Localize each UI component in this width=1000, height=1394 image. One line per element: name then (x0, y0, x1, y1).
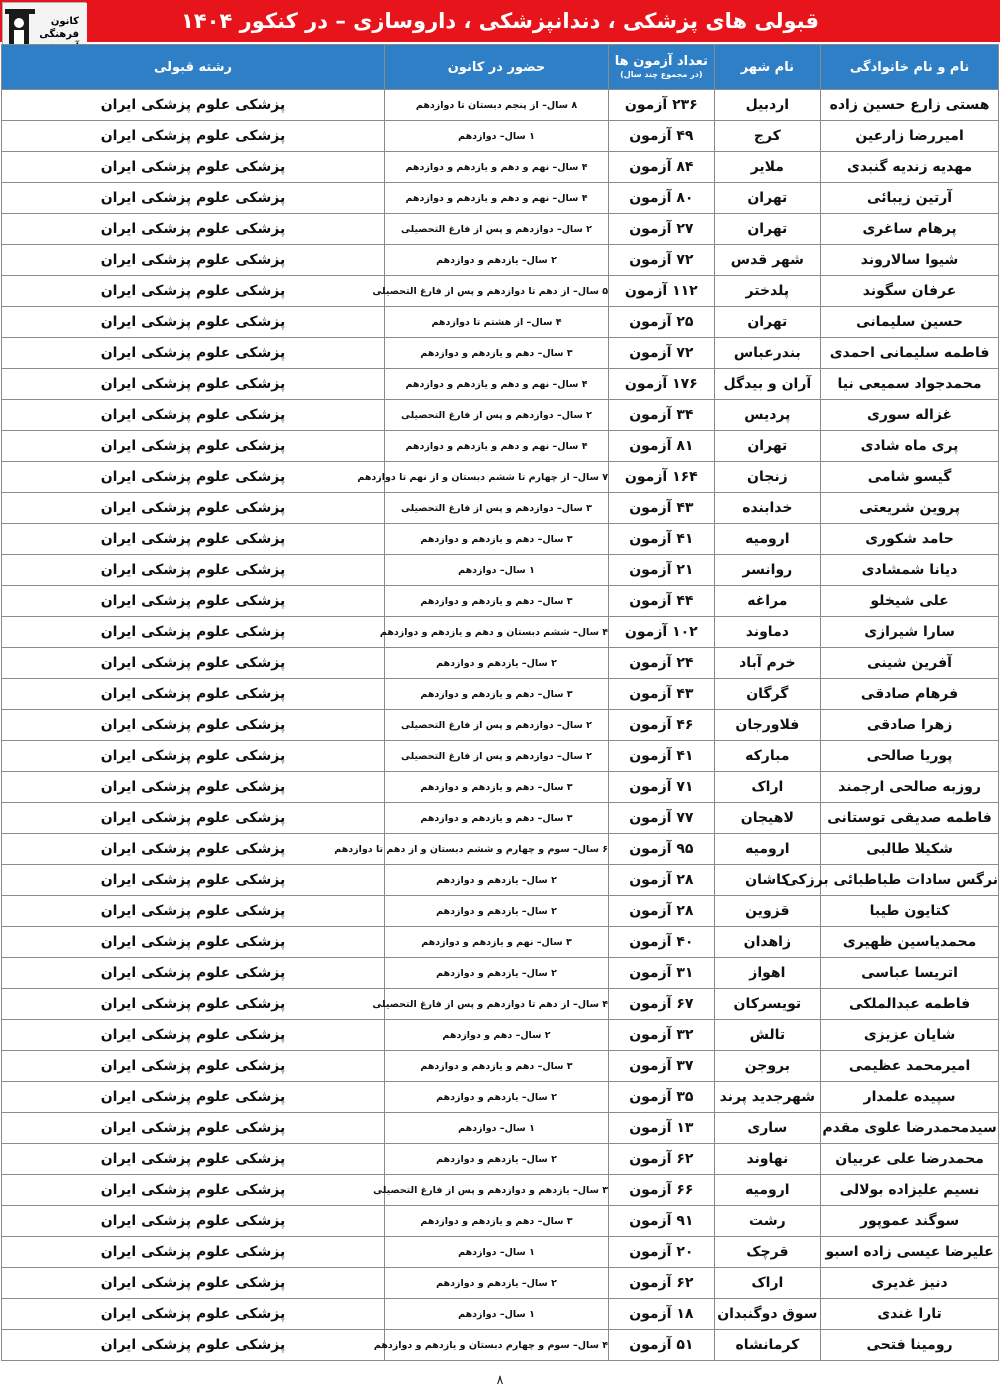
cell-field: پزشکی علوم پزشکی ایران (2, 1113, 385, 1144)
table-row (2, 710, 999, 741)
table-row (2, 555, 999, 586)
cell-city: آران و بیدگل (714, 369, 821, 400)
table-row (2, 524, 999, 555)
cell-name: فاطمه صدیقی توستانی (821, 803, 999, 834)
cell-city: بروجن (714, 1051, 821, 1082)
cell-name: رومینا فتحی (821, 1330, 999, 1361)
cell-attendance: ۸ سال– از پنجم دبستان تا دوازدهم (384, 90, 608, 121)
column-header-count-note: (در مجموع چند سال) (620, 70, 703, 79)
cell-field: پزشکی علوم پزشکی ایران (2, 152, 385, 183)
cell-attendance: ۴ سال– از دهم تا دوازدهم و پس از فارغ التحصیلی (384, 989, 608, 1020)
cell-attendance: ۴ سال– نهم و دهم و یازدهم و دوازدهم (384, 152, 608, 183)
table-row (2, 1051, 999, 1082)
cell-name: محمدیاسین ظهیری (821, 927, 999, 958)
cell-name: نرگس سادات طباطبائی برزکی (821, 865, 999, 896)
cell-field: پزشکی علوم پزشکی ایران (2, 896, 385, 927)
cell-count: ۵۱ آزمون (609, 1330, 715, 1361)
cell-name: امیرمحمد عظیمی (821, 1051, 999, 1082)
cell-name: اتریسا عباسی (821, 958, 999, 989)
logo-line: کانون (50, 16, 79, 27)
cell-count: ۲۰ آزمون (609, 1237, 715, 1268)
cell-city: ارومیه (714, 1175, 821, 1206)
cell-city: زنجان (714, 462, 821, 493)
table-row (2, 989, 999, 1020)
cell-field: پزشکی علوم پزشکی ایران (2, 121, 385, 152)
cell-count: ۸۰ آزمون (609, 183, 715, 214)
cell-attendance: ۶ سال– سوم و چهارم و ششم دبستان و از دهم تا دوازدهم (384, 834, 608, 865)
cell-field: پزشکی علوم پزشکی ایران (2, 1144, 385, 1175)
cell-city: مبارکه (714, 741, 821, 772)
cell-count: ۹۵ آزمون (609, 834, 715, 865)
cell-name: سیدمحمدرضا علوی مقدم (821, 1113, 999, 1144)
cell-name: هستی زارع حسین زاده (821, 90, 999, 121)
cell-field: پزشکی علوم پزشکی ایران (2, 586, 385, 617)
table-row (2, 1113, 999, 1144)
cell-city: تهران (714, 214, 821, 245)
table-row (2, 307, 999, 338)
cell-attendance: ۱ سال– دوازدهم (384, 1237, 608, 1268)
cell-field: پزشکی علوم پزشکی ایران (2, 183, 385, 214)
cell-count: ۴۹ آزمون (609, 121, 715, 152)
cell-attendance: ۳ سال– دوازدهم و پس از فارغ التحصیلی (384, 493, 608, 524)
cell-attendance: ۴ سال– نهم و دهم و یازدهم و دوازدهم (384, 431, 608, 462)
cell-field: پزشکی علوم پزشکی ایران (2, 679, 385, 710)
logo-line: فرهنگی (39, 29, 79, 40)
table-row (2, 276, 999, 307)
cell-attendance: ۲ سال– یازدهم و دوازدهم (384, 958, 608, 989)
table-row (2, 741, 999, 772)
cell-city: ارومیه (714, 524, 821, 555)
cell-name: پرهام ساغری (821, 214, 999, 245)
cell-count: ۷۷ آزمون (609, 803, 715, 834)
cell-field: پزشکی علوم پزشکی ایران (2, 462, 385, 493)
cell-count: ۳۲ آزمون (609, 1020, 715, 1051)
cell-name: نسیم علیزاده بولالی (821, 1175, 999, 1206)
cell-attendance: ۳ سال– دهم و یازدهم و دوازدهم (384, 679, 608, 710)
cell-field: پزشکی علوم پزشکی ایران (2, 431, 385, 462)
cell-name: گیسو شامی (821, 462, 999, 493)
cell-attendance: ۳ سال– دهم و یازدهم و دوازدهم (384, 1206, 608, 1237)
cell-field: پزشکی علوم پزشکی ایران (2, 245, 385, 276)
cell-city: لاهیجان (714, 803, 821, 834)
cell-field: پزشکی علوم پزشکی ایران (2, 741, 385, 772)
cell-name: حسین سلیمانی (821, 307, 999, 338)
cell-city: تهران (714, 431, 821, 462)
column-header-name: نام و نام خانوادگی (821, 45, 999, 90)
cell-attendance: ۲ سال– یازدهم و دوازدهم (384, 648, 608, 679)
table-row (2, 1082, 999, 1113)
cell-count: ۲۵ آزمون (609, 307, 715, 338)
table-row (2, 958, 999, 989)
cell-field: پزشکی علوم پزشکی ایران (2, 772, 385, 803)
cell-name: زهرا صادقی (821, 710, 999, 741)
table-row (2, 369, 999, 400)
table-row (2, 1299, 999, 1330)
cell-city: روانسر (714, 555, 821, 586)
cell-field: پزشکی علوم پزشکی ایران (2, 958, 385, 989)
column-header-attendance: حضور در کانون (384, 45, 608, 90)
cell-count: ۶۶ آزمون (609, 1175, 715, 1206)
cell-city: ارومیه (714, 834, 821, 865)
cell-city: پردیس (714, 400, 821, 431)
cell-count: ۳۱ آزمون (609, 958, 715, 989)
table-row (2, 214, 999, 245)
cell-field: پزشکی علوم پزشکی ایران (2, 927, 385, 958)
cell-city: زاهدان (714, 927, 821, 958)
cell-city: بندرعباس (714, 338, 821, 369)
cell-name: عرفان سگوند (821, 276, 999, 307)
cell-city: خدابنده (714, 493, 821, 524)
cell-field: پزشکی علوم پزشکی ایران (2, 400, 385, 431)
cell-attendance: ۳ سال– نهم و یازدهم و دوازدهم (384, 927, 608, 958)
cell-city: تالش (714, 1020, 821, 1051)
cell-attendance: ۲ سال– یازدهم و دوازدهم (384, 896, 608, 927)
cell-attendance: ۷ سال– از چهارم تا ششم دبستان و از نهم تا دوازدهم (384, 462, 608, 493)
cell-count: ۱۶۴ آزمون (609, 462, 715, 493)
cell-count: ۱۷۶ آزمون (609, 369, 715, 400)
cell-city: تویسرکان (714, 989, 821, 1020)
cell-count: ۳۴ آزمون (609, 400, 715, 431)
cell-attendance: ۴ سال– سوم و چهارم دبستان و یازدهم و دوازدهم (384, 1330, 608, 1361)
cell-attendance: ۴ سال– ششم دبستان و دهم و یازدهم و دوازدهم (384, 617, 608, 648)
cell-field: پزشکی علوم پزشکی ایران (2, 555, 385, 586)
cell-city: اردبیل (714, 90, 821, 121)
table-row (2, 803, 999, 834)
cell-field: پزشکی علوم پزشکی ایران (2, 1237, 385, 1268)
cell-field: پزشکی علوم پزشکی ایران (2, 493, 385, 524)
cell-name: تارا غندی (821, 1299, 999, 1330)
cell-name: شکیلا طالبی (821, 834, 999, 865)
cell-field: پزشکی علوم پزشکی ایران (2, 710, 385, 741)
table-row (2, 121, 999, 152)
cell-city: رشت (714, 1206, 821, 1237)
cell-attendance: ۱ سال– دوازدهم (384, 121, 608, 152)
cell-name: سوگند عموپور (821, 1206, 999, 1237)
cell-field: پزشکی علوم پزشکی ایران (2, 803, 385, 834)
cell-count: ۴۴ آزمون (609, 586, 715, 617)
cell-city: مراغه (714, 586, 821, 617)
cell-attendance: ۲ سال– یازدهم و دوازدهم (384, 865, 608, 896)
cell-field: پزشکی علوم پزشکی ایران (2, 1330, 385, 1361)
table-row (2, 1020, 999, 1051)
cell-name: غزاله سوری (821, 400, 999, 431)
cell-city: شهر قدس (714, 245, 821, 276)
cell-count: ۱۳ آزمون (609, 1113, 715, 1144)
cell-count: ۲۸ آزمون (609, 896, 715, 927)
cell-city: کرمانشاه (714, 1330, 821, 1361)
table-row (2, 834, 999, 865)
cell-attendance: ۳ سال– دهم و یازدهم و دوازدهم (384, 586, 608, 617)
cell-attendance: ۵ سال– از دهم تا دوازدهم و پس از فارغ التحصیلی (384, 276, 608, 307)
cell-field: پزشکی علوم پزشکی ایران (2, 1082, 385, 1113)
cell-count: ۶۲ آزمون (609, 1268, 715, 1299)
cell-city: ملایر (714, 152, 821, 183)
table-row (2, 90, 999, 121)
cell-attendance: ۳ سال– دهم و یازدهم و دوازدهم (384, 1051, 608, 1082)
cell-city: ساری (714, 1113, 821, 1144)
cell-field: پزشکی علوم پزشکی ایران (2, 989, 385, 1020)
cell-name: دنیز غدیری (821, 1268, 999, 1299)
cell-count: ۳۵ آزمون (609, 1082, 715, 1113)
cell-count: ۴۱ آزمون (609, 524, 715, 555)
cell-attendance: ۳ سال– دهم و یازدهم و دوازدهم (384, 772, 608, 803)
cell-field: پزشکی علوم پزشکی ایران (2, 1051, 385, 1082)
cell-attendance: ۲ سال– دوازدهم و پس از فارغ التحصیلی (384, 710, 608, 741)
cell-count: ۴۳ آزمون (609, 679, 715, 710)
results-table (1, 44, 999, 1361)
column-header-count-label: تعداد آزمون ها (614, 54, 708, 69)
table-row (2, 617, 999, 648)
cell-name: فاطمه سلیمانی احمدی (821, 338, 999, 369)
cell-attendance: ۲ سال– دوازدهم و پس از فارغ التحصیلی (384, 741, 608, 772)
table-row (2, 648, 999, 679)
cell-name: دیانا شمشادی (821, 555, 999, 586)
cell-city: نهاوند (714, 1144, 821, 1175)
cell-city: کاشان (714, 865, 821, 896)
cell-attendance: ۳ سال– یازدهم و دوازدهم و پس از فارغ التحصیلی (384, 1175, 608, 1206)
table-row (2, 493, 999, 524)
cell-field: پزشکی علوم پزشکی ایران (2, 307, 385, 338)
column-header-count (609, 45, 715, 90)
cell-field: پزشکی علوم پزشکی ایران (2, 338, 385, 369)
cell-city: قرچک (714, 1237, 821, 1268)
table-row (2, 772, 999, 803)
cell-attendance: ۲ سال– دوازدهم و پس از فارغ التحصیلی (384, 400, 608, 431)
cell-field: پزشکی علوم پزشکی ایران (2, 865, 385, 896)
cell-count: ۲۷ آزمون (609, 214, 715, 245)
cell-field: پزشکی علوم پزشکی ایران (2, 1299, 385, 1330)
cell-city: تهران (714, 183, 821, 214)
cell-name: شایان عزیزی (821, 1020, 999, 1051)
cell-count: ۷۲ آزمون (609, 245, 715, 276)
cell-name: مهدیه زندیه گنبدی (821, 152, 999, 183)
cell-count: ۳۷ آزمون (609, 1051, 715, 1082)
table-row (2, 152, 999, 183)
cell-count: ۷۲ آزمون (609, 338, 715, 369)
cell-name: پری ماه شادی (821, 431, 999, 462)
table-row (2, 865, 999, 896)
table-row (2, 400, 999, 431)
cell-city: شهرجدید پرند (714, 1082, 821, 1113)
page-number: ۸ (496, 1373, 504, 1388)
cell-attendance: ۲ سال– یازدهم و دوازدهم (384, 245, 608, 276)
cell-count: ۱۱۲ آزمون (609, 276, 715, 307)
cell-name: کتایون طیبا (821, 896, 999, 927)
table-row (2, 1268, 999, 1299)
cell-field: پزشکی علوم پزشکی ایران (2, 617, 385, 648)
cell-count: ۱۸ آزمون (609, 1299, 715, 1330)
cell-field: پزشکی علوم پزشکی ایران (2, 648, 385, 679)
cell-count: ۱۰۲ آزمون (609, 617, 715, 648)
cell-name: علی شیخلو (821, 586, 999, 617)
cell-attendance: ۲ سال– یازدهم و دوازدهم (384, 1268, 608, 1299)
cell-attendance: ۲ سال– یازدهم و دوازدهم (384, 1144, 608, 1175)
cell-attendance: ۳ سال– دهم و یازدهم و دوازدهم (384, 338, 608, 369)
cell-name: حامد شکوری (821, 524, 999, 555)
cell-city: تهران (714, 307, 821, 338)
table-row (2, 1206, 999, 1237)
table-row (2, 927, 999, 958)
cell-attendance: ۲ سال– دوازدهم و پس از فارغ التحصیلی (384, 214, 608, 245)
table-row (2, 462, 999, 493)
cell-attendance: ۳ سال– دهم و یازدهم و دوازدهم (384, 524, 608, 555)
cell-count: ۲۴ آزمون (609, 648, 715, 679)
cell-name: فاطمه عبدالملکی (821, 989, 999, 1020)
table-row (2, 245, 999, 276)
cell-city: گرگان (714, 679, 821, 710)
cell-field: پزشکی علوم پزشکی ایران (2, 1175, 385, 1206)
cell-attendance: ۳ سال– دهم و یازدهم و دوازدهم (384, 803, 608, 834)
cell-count: ۶۷ آزمون (609, 989, 715, 1020)
cell-count: ۴۰ آزمون (609, 927, 715, 958)
cell-city: اراک (714, 1268, 821, 1299)
cell-name: آفرین شینی (821, 648, 999, 679)
table-row (2, 338, 999, 369)
cell-count: ۲۱ آزمون (609, 555, 715, 586)
cell-count: ۸۴ آزمون (609, 152, 715, 183)
table-row (2, 1144, 999, 1175)
table-row (2, 679, 999, 710)
cell-city: خرم آباد (714, 648, 821, 679)
cell-count: ۴۶ آزمون (609, 710, 715, 741)
cell-name: فرهام صادقی (821, 679, 999, 710)
table-row (2, 431, 999, 462)
cell-city: فلاورجان (714, 710, 821, 741)
table-header-row (2, 45, 999, 90)
cell-field: پزشکی علوم پزشکی ایران (2, 1020, 385, 1051)
column-header-field: رشته قبولی (2, 45, 385, 90)
table-row (2, 586, 999, 617)
cell-field: پزشکی علوم پزشکی ایران (2, 90, 385, 121)
cell-name: روزبه صالحی ارجمند (821, 772, 999, 803)
cell-name: محمدرضا علی عربیان (821, 1144, 999, 1175)
cell-city: اراک (714, 772, 821, 803)
cell-field: پزشکی علوم پزشکی ایران (2, 369, 385, 400)
cell-field: پزشکی علوم پزشکی ایران (2, 524, 385, 555)
cell-name: سارا شیرازی (821, 617, 999, 648)
cell-field: پزشکی علوم پزشکی ایران (2, 834, 385, 865)
cell-field: پزشکی علوم پزشکی ایران (2, 1206, 385, 1237)
cell-count: ۴۳ آزمون (609, 493, 715, 524)
table-row (2, 1175, 999, 1206)
cell-count: ۸۱ آزمون (609, 431, 715, 462)
column-header-city: نام شهر (714, 45, 821, 90)
table-body (2, 90, 999, 1361)
cell-name: آرتین زیبائی (821, 183, 999, 214)
table-row (2, 1237, 999, 1268)
cell-city: اهواز (714, 958, 821, 989)
cell-attendance: ۴ سال– نهم و دهم و یازدهم و دوازدهم (384, 183, 608, 214)
cell-attendance: ۱ سال– دوازدهم (384, 1113, 608, 1144)
cell-count: ۹۱ آزمون (609, 1206, 715, 1237)
cell-count: ۲۸ آزمون (609, 865, 715, 896)
cell-name: سپیده علمدار (821, 1082, 999, 1113)
table-row (2, 896, 999, 927)
page-title: قبولی های پزشکی ، دندانپزشکی ، داروسازی – در کنکور ۱۴۰۴ (181, 9, 819, 33)
cell-name: شیوا سالاروند (821, 245, 999, 276)
cell-city: کرج (714, 121, 821, 152)
cell-city: پلدختر (714, 276, 821, 307)
cell-name: پروین شریعتی (821, 493, 999, 524)
cell-count: ۴۱ آزمون (609, 741, 715, 772)
cell-field: پزشکی علوم پزشکی ایران (2, 276, 385, 307)
cell-city: قزوین (714, 896, 821, 927)
table-row (2, 183, 999, 214)
cell-count: ۷۱ آزمون (609, 772, 715, 803)
cell-name: امیررضا زارعین (821, 121, 999, 152)
cell-attendance: ۱ سال– دوازدهم (384, 1299, 608, 1330)
cell-count: ۲۳۶ آزمون (609, 90, 715, 121)
cell-attendance: ۲ سال– یازدهم و دوازدهم (384, 1082, 608, 1113)
cell-attendance: ۲ سال– دهم و دوازدهم (384, 1020, 608, 1051)
cell-count: ۶۲ آزمون (609, 1144, 715, 1175)
cell-attendance: ۱ سال– دوازدهم (384, 555, 608, 586)
cell-attendance: ۴ سال– نهم و دهم و یازدهم و دوازدهم (384, 369, 608, 400)
table-row (2, 1330, 999, 1361)
cell-name: محمدجواد سمیعی نیا (821, 369, 999, 400)
cell-name: پوریا صالحی (821, 741, 999, 772)
cell-city: دماوند (714, 617, 821, 648)
cell-attendance: ۴ سال– از هشتم تا دوازدهم (384, 307, 608, 338)
cell-field: پزشکی علوم پزشکی ایران (2, 214, 385, 245)
cell-name: علیرضا عیسی زاده اسبو (821, 1237, 999, 1268)
cell-city: سوق دوگنبدان (714, 1299, 821, 1330)
cell-field: پزشکی علوم پزشکی ایران (2, 1268, 385, 1299)
